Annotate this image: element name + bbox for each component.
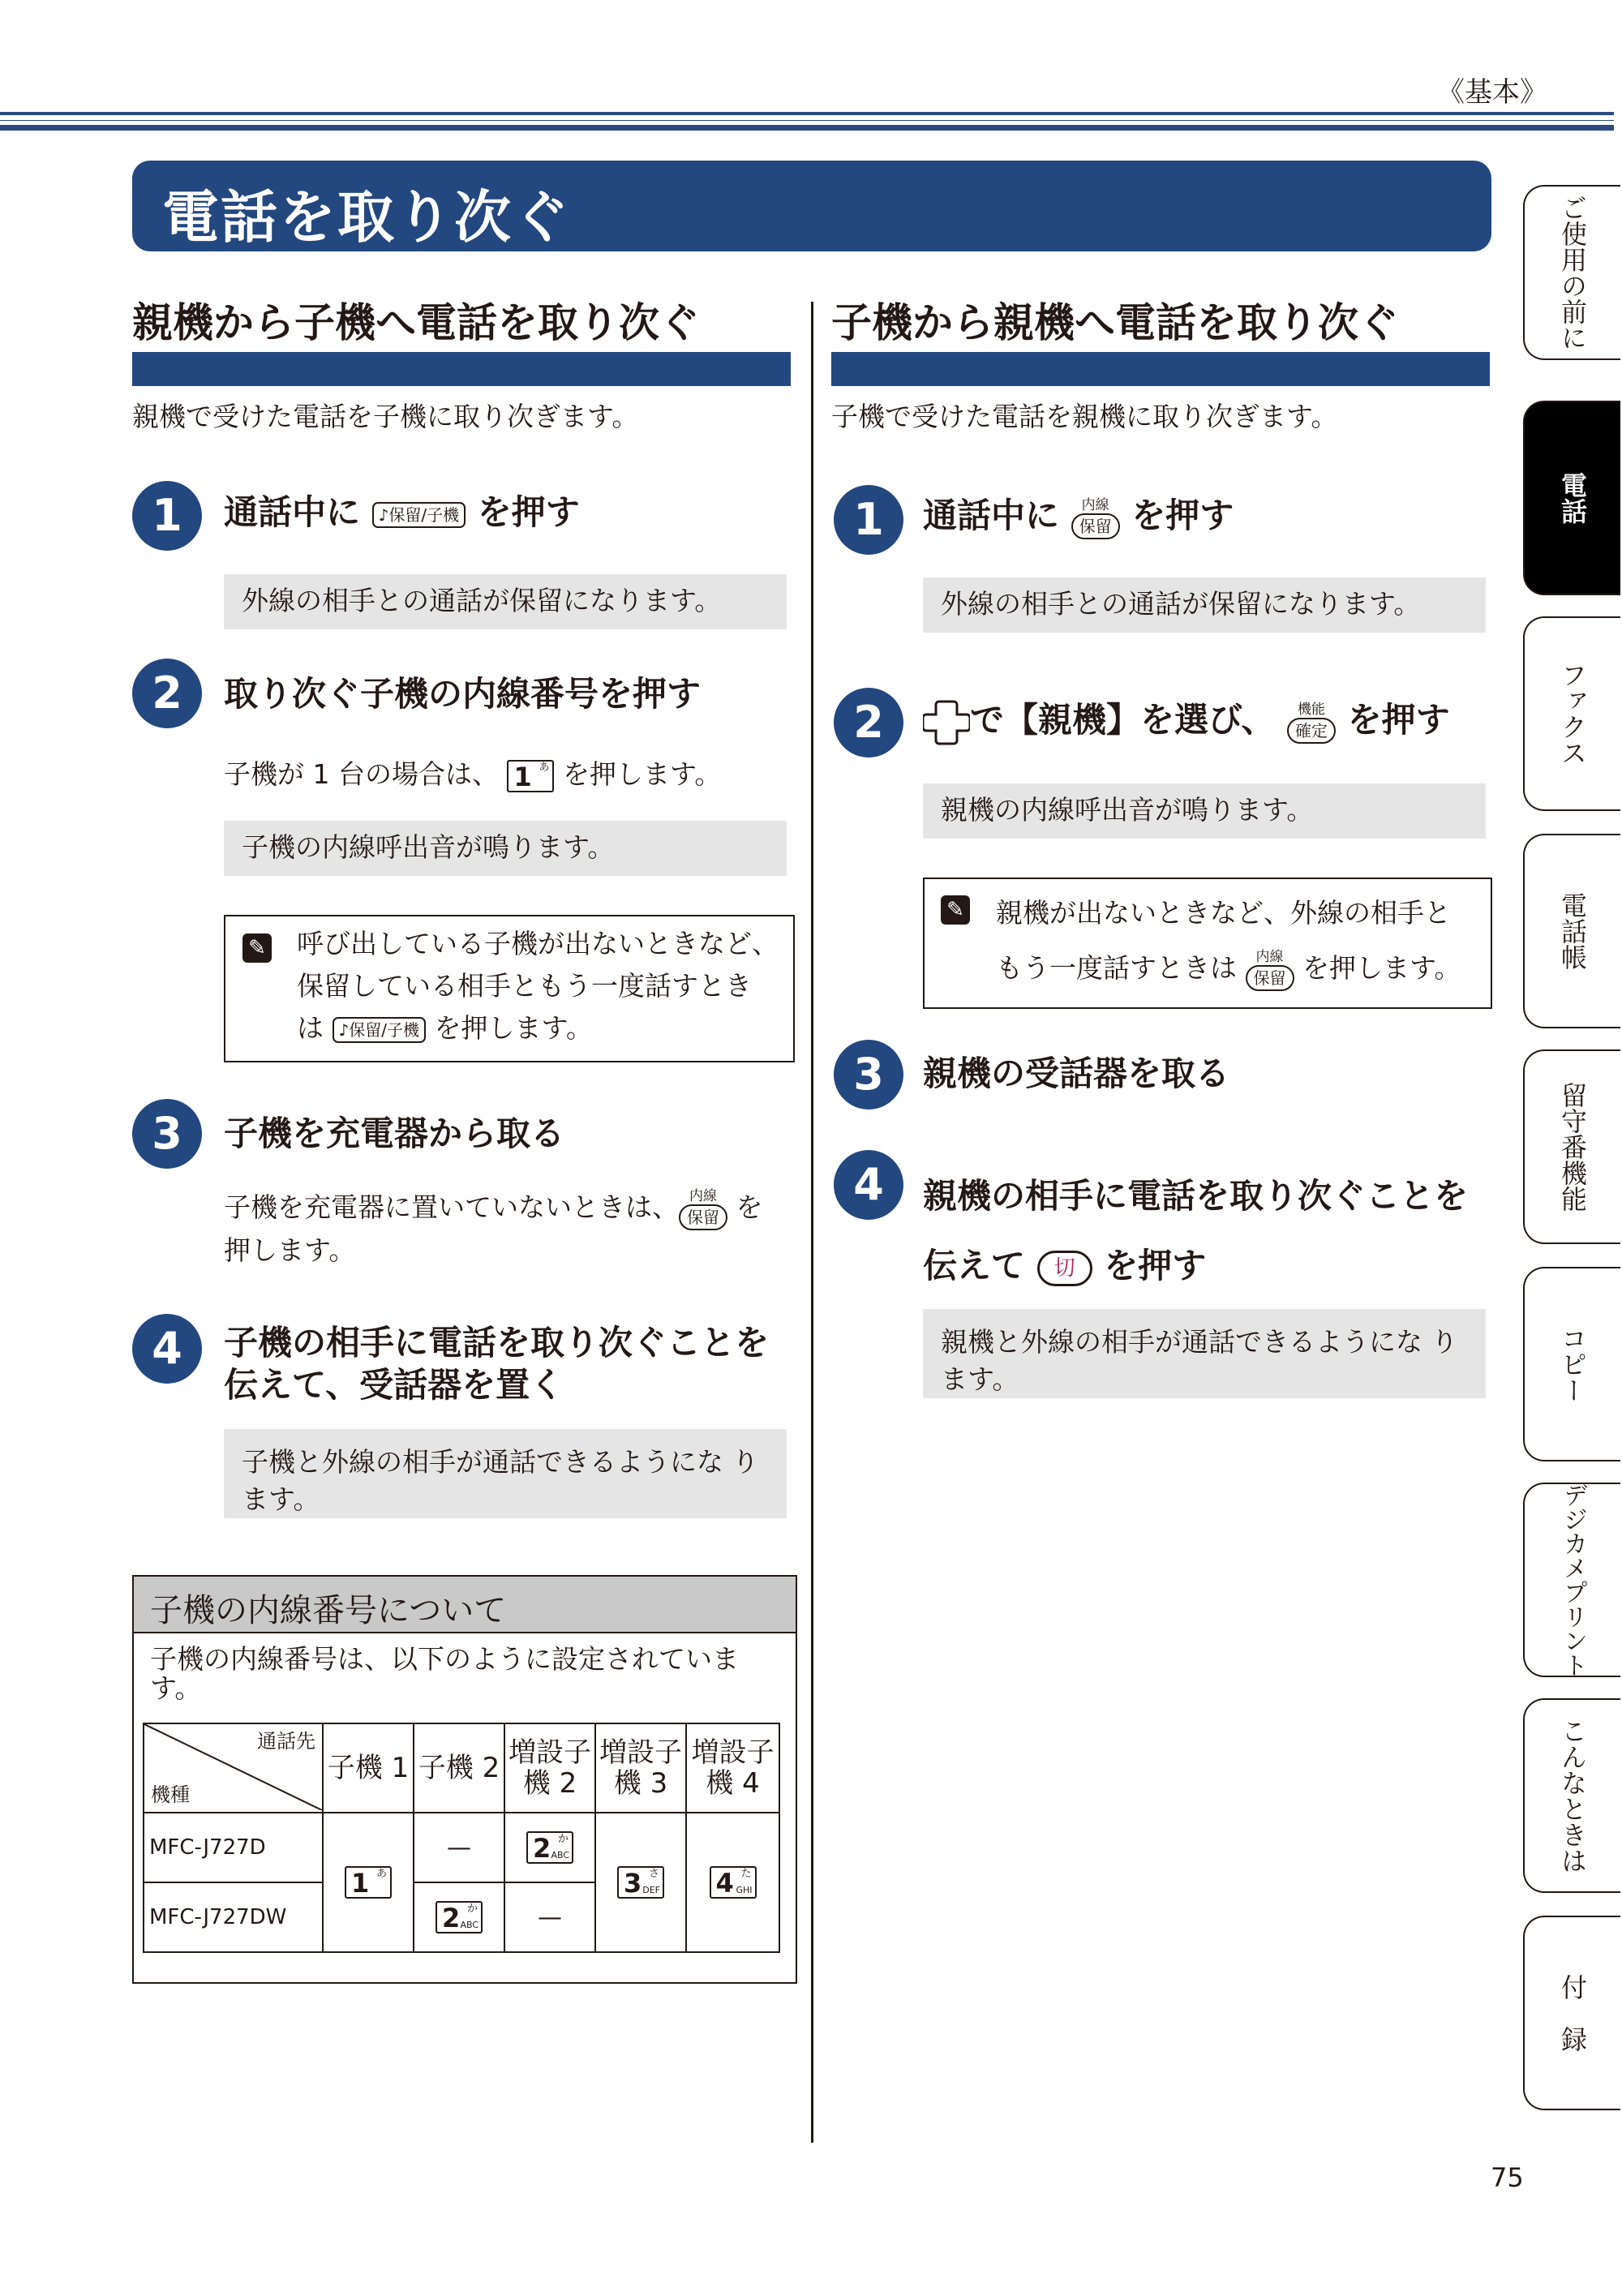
note-icon: ✎ xyxy=(941,895,970,925)
left-step3-detail: 子機を充電器に置いていないときは、 内線 保留 を 押します。 xyxy=(224,1187,763,1266)
left-step1-result: 外線の相手との通話が保留になります。 xyxy=(224,574,787,629)
tab-label: 電話帳 xyxy=(1557,892,1588,970)
cross-key-icon xyxy=(923,699,970,746)
tab-answering[interactable] xyxy=(1523,1049,1620,1244)
tab-label: こんなときは xyxy=(1557,1718,1588,1873)
tab-telephone[interactable] xyxy=(1523,401,1620,595)
key-1-icon: 1 あ xyxy=(507,760,554,792)
tab-label: 電話 xyxy=(1557,472,1588,524)
left-step4-result: 子機と外線の相手が通話できるようにな ります。 xyxy=(224,1429,787,1518)
key-cell xyxy=(414,1882,504,1952)
right-lead: 子機で受けた電話を親機に取り次ぎます。 xyxy=(831,401,1338,432)
hold-key-icon: 内線 保留 xyxy=(679,1188,727,1230)
left-lead: 親機で受けた電話を子機に取り次ぎます。 xyxy=(132,401,639,432)
tab-fax[interactable] xyxy=(1523,616,1620,811)
tab-label: 付 録 xyxy=(1557,1974,1588,2052)
extension-table xyxy=(143,1723,780,1953)
model-name: MFC-J727DW xyxy=(144,1882,323,1952)
tab-phonebook[interactable] xyxy=(1523,834,1620,1028)
tab-troubleshooting[interactable] xyxy=(1523,1698,1620,1893)
column-header: 子機 2 xyxy=(414,1723,504,1813)
table-row xyxy=(144,1813,779,1882)
right-step2-result: 親機の内線呼出音が鳴ります。 xyxy=(923,783,1486,839)
step-4-number: 4 xyxy=(132,1314,202,1384)
left-step4-instruction: 子機の相手に電話を取り次ぐことを 伝えて、受話器を置く xyxy=(224,1323,770,1405)
left-note-text: 呼び出している子機が出ないときなど、 保留している相手ともう一度話すとき は ♪保留/子機 を押します。 xyxy=(297,928,779,1044)
right-step1-result: 外線の相手との通話が保留になります。 xyxy=(923,577,1486,633)
tab-copy[interactable] xyxy=(1523,1267,1620,1461)
tab-label: 留守番機能 xyxy=(1557,1082,1588,1212)
right-step3-instruction: 親機の受話器を取る xyxy=(923,1054,1230,1093)
left-heading: 親機から子機へ電話を取り次ぐ xyxy=(132,299,700,346)
dash-cell: — xyxy=(504,1882,595,1952)
step-2-number: 2 xyxy=(834,688,903,757)
step-3-number: 3 xyxy=(132,1099,202,1169)
section-label: 《基本》 xyxy=(1437,76,1547,109)
left-step1-instruction: 通話中に ♪保留/子機 を押す xyxy=(224,492,580,532)
right-step1-instruction: 通話中に 内線 保留 を押す xyxy=(923,493,1234,539)
tab-label: コピー xyxy=(1557,1325,1588,1403)
page-number: 75 xyxy=(1491,2162,1524,2193)
column-header: 増設子機 3 xyxy=(595,1723,686,1813)
right-heading-bar xyxy=(831,352,1490,386)
hold-key-icon: 内線 保留 xyxy=(1071,497,1120,539)
column-header: 増設子機 2 xyxy=(504,1723,595,1813)
tab-appendix[interactable] xyxy=(1523,1916,1620,2110)
extension-info-body: 子機の内線番号は、以下のように設定されています。 xyxy=(150,1643,739,1704)
right-step4-result: 親機と外線の相手が通話できるようにな ります。 xyxy=(923,1309,1486,1398)
handset1-cell xyxy=(323,1813,414,1952)
table-header-row xyxy=(144,1723,779,1813)
model-name: MFC-J727D xyxy=(144,1813,323,1882)
tab-label: デジカメプリント xyxy=(1559,1483,1587,1677)
right-note-text: 親機が出ないときなど、外線の相手と もう一度話すときは 内線 保留 を押します。 xyxy=(996,886,1461,996)
left-heading-bar xyxy=(132,352,791,386)
column-header: 子機 1 xyxy=(323,1723,414,1813)
left-step2-detail: 子機が 1 台の場合は、 1 あ を押します。 xyxy=(224,758,722,792)
extension-info-title: 子機の内線番号について xyxy=(150,1592,507,1629)
hold-handset-key-icon: ♪保留/子機 xyxy=(372,502,466,528)
note-icon: ✎ xyxy=(242,933,272,963)
header-rule-thick xyxy=(0,125,1614,131)
left-step2-result: 子機の内線呼出音が鳴ります。 xyxy=(224,821,787,876)
header-rule xyxy=(0,112,1614,115)
corner-top-label: 通話先 xyxy=(257,1730,315,1753)
left-step2-instruction: 取り次ぐ子機の内線番号を押す xyxy=(224,674,702,714)
step-1-number: 1 xyxy=(132,481,202,551)
page-title: 電話を取り次ぐ xyxy=(162,184,571,251)
right-step2-instruction: で【親機】を選び、 機能 確定 を押す xyxy=(923,697,1450,746)
step-1-number: 1 xyxy=(834,485,903,555)
key-cell xyxy=(504,1813,595,1882)
key-cell xyxy=(595,1813,686,1952)
tab-photo-print[interactable] xyxy=(1523,1483,1620,1677)
right-heading: 子機から親機へ電話を取り次ぐ xyxy=(831,299,1399,346)
step-2-number: 2 xyxy=(132,659,202,728)
hold-handset-key-icon: ♪保留/子機 xyxy=(333,1017,427,1043)
step-3-number: 3 xyxy=(834,1040,903,1109)
header-rule-thin xyxy=(0,120,1614,121)
tab-label: ご使用の前に xyxy=(1557,195,1588,350)
ok-key-icon: 機能 確定 xyxy=(1287,702,1336,744)
corner-bottom-label: 機種 xyxy=(151,1783,190,1806)
left-step3-instruction: 子機を充電器から取る xyxy=(224,1114,565,1153)
right-step4-instruction: 親機の相手に電話を取り次ぐことを 伝えて 切 を押す xyxy=(923,1176,1469,1285)
table-corner-cell xyxy=(144,1723,323,1813)
tab-label: ファクス xyxy=(1557,662,1588,766)
end-call-key-icon: 切 xyxy=(1037,1251,1092,1286)
key-4-icon: 4 た GHI xyxy=(710,1866,757,1899)
tab-getting-started[interactable] xyxy=(1523,185,1620,360)
column-divider xyxy=(811,302,813,2143)
key-3-icon: 3 さ DEF xyxy=(617,1866,664,1899)
column-header: 増設子機 4 xyxy=(686,1723,779,1813)
key-1-icon: 1 あ xyxy=(345,1866,392,1899)
key-cell xyxy=(686,1813,779,1952)
step-4-number: 4 xyxy=(834,1150,903,1220)
key-2-icon: 2 か ABC xyxy=(436,1901,483,1933)
hold-key-icon: 内線 保留 xyxy=(1246,949,1294,991)
key-2-icon: 2 か ABC xyxy=(526,1831,573,1864)
dash-cell: — xyxy=(414,1813,504,1882)
